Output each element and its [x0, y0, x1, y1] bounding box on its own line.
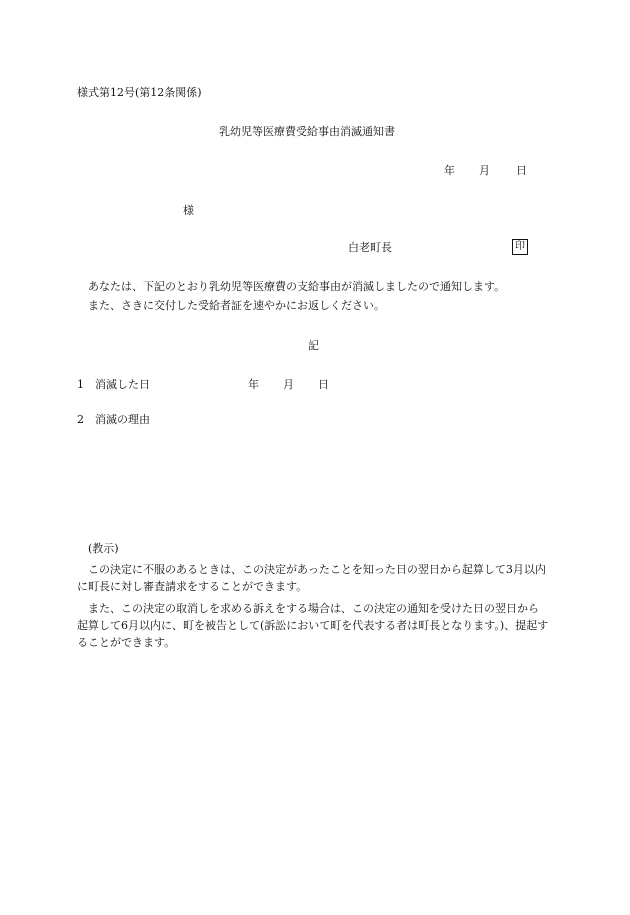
notice-paragraph-1: この決定に不服のあるときは、この決定があったことを知った日の翌日から起算して3月以内に町長に対し審査請求をすることができます。 [77, 563, 546, 593]
item-2-number: 2 [77, 413, 84, 426]
item-2-label: 消滅の理由 [95, 413, 150, 426]
notice-paragraph-2: また、この決定の取消しを求める訴えをする場合は、この決定の通知を受けた日の翌日から起算して6月以内に、町を被告として(訴訟において町を代表する者は町長となります。)、提起することができます。 [77, 602, 549, 649]
form-number: 様式第12号(第12条関係) [77, 86, 202, 99]
issue-date-day: 日 [516, 164, 527, 177]
item-1-year: 年 [248, 378, 259, 391]
notification-body [77, 280, 547, 318]
issue-date-year: 年 [444, 164, 455, 177]
item-1-month: 月 [283, 378, 294, 391]
body-paragraph-2: また、さきに交付した受給者証を速やかにお返しください。 [88, 299, 385, 312]
item-1-date [248, 379, 329, 390]
appeal-notice [77, 542, 549, 656]
issuer-name: 白老町長 [348, 241, 392, 254]
addressee-honorific: 様 [183, 204, 194, 217]
seal-box: 印 [512, 239, 528, 255]
issue-date-month: 月 [479, 164, 490, 177]
item-1-label: 消滅した日 [95, 378, 150, 391]
item-1-number: 1 [77, 378, 84, 391]
body-paragraph-1: あなたは、下記のとおり乳幼児等医療費の支給事由が消滅しましたので通知します。 [88, 280, 506, 293]
ki-heading: 記 [308, 339, 319, 352]
notice-heading: (教示) [88, 542, 119, 555]
item-1-day: 日 [318, 378, 329, 391]
document-title: 乳幼児等医療費受給事由消滅通知書 [219, 125, 395, 138]
issue-date [444, 165, 527, 176]
